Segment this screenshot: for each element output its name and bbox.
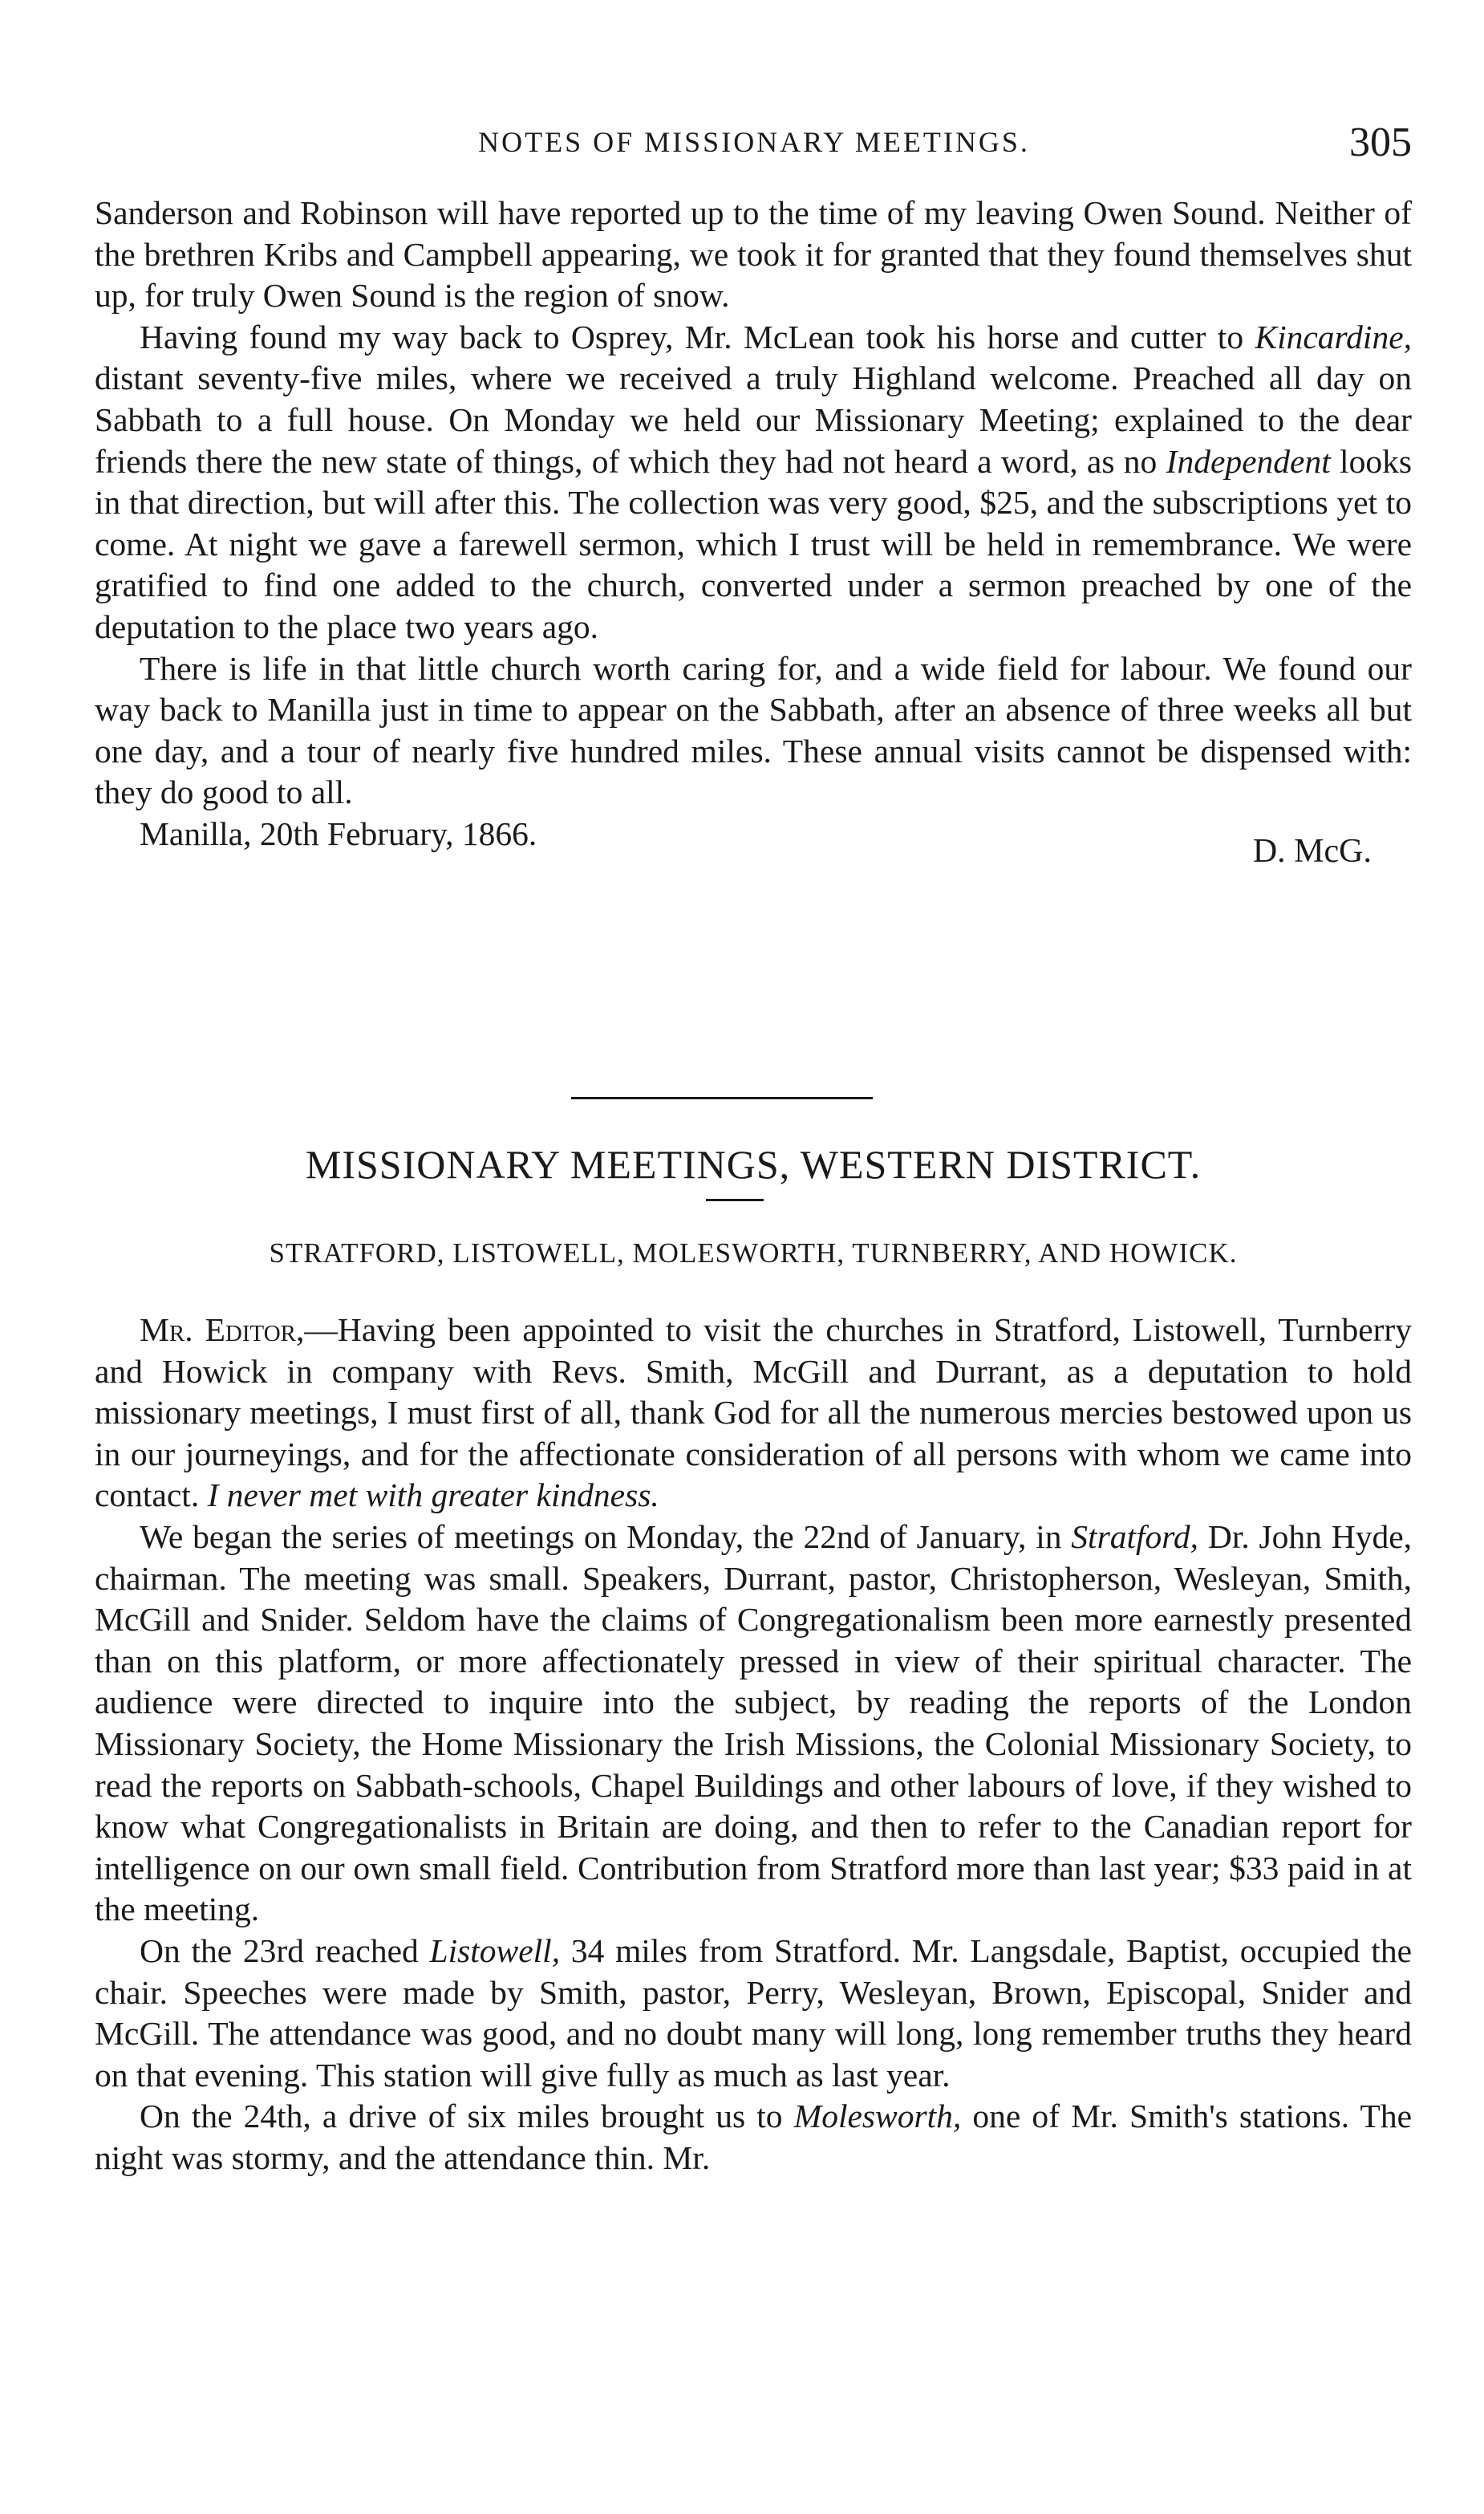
paragraph: On the 24th, a drive of six miles brought us to Molesworth, one of Mr. Smith's stations. The night was stormy, and the attendance thin. Mr. xyxy=(95,2098,1412,2176)
dateline: Manilla, 20th February, 1866. xyxy=(140,814,537,852)
section-subheading: STRATFORD, LISTOWELL, MOLESWORTH, TURNBERRY, AND HOWICK. xyxy=(269,1237,1238,1269)
letter-part-two xyxy=(95,1310,1412,2179)
place-name: Stratford, xyxy=(1071,1517,1199,1555)
section-heading: MISSIONARY MEETINGS, WESTERN DISTRICT. xyxy=(305,1142,1202,1187)
signature-block xyxy=(95,814,1412,870)
signature: D. McG. xyxy=(1252,832,1372,870)
heading-rule xyxy=(706,1199,764,1201)
newspaper-name: Independent xyxy=(1166,442,1331,480)
salutation: Mr. Editor, xyxy=(140,1311,305,1348)
paragraph: We began the series of meetings on Monday, the 22nd of January, in Stratford, Dr. John Hyde, chairman. The meeting was small. Speakers, Durrant, pastor, Christopherson, Wesleyan, Smith, McGill and Snider. Seldom have the claims of Congregationalism been more earnestly presented than on this platform, or more affectionately pressed in view of their spiritual character. The audience were directed to inquire into the subject, by reading the reports of the London Missionary Society, the Home Missionary the Irish Missions, the Colonial Missionary Society, to read the reports on Sabbath-schools, Chapel Buildings and other labours of love, if they wished to know what Congregationalists in Britain are doing, and then to refer to the Canadian report for intelligence on our own small field. Contribution from Stratford more than last year; $33 paid in at the meeting. xyxy=(95,1517,1413,1928)
page-number: 305 xyxy=(1349,120,1412,165)
place-name: Kincardine, xyxy=(1255,318,1412,355)
letter-part-one xyxy=(95,193,1412,870)
paragraph: Mr. Editor,—Having been appointed to visit the churches in Stratford, Listowell, Turnberry and Howick in company with Revs. Smith, McGill and Durrant, as a deputation to hold missionary meetings, I must first of all, thank God for all the numerous mercies bestowed upon us in our journeyings, and for the affectionate consideration of all persons with whom we came into contact. I never met with greater kindness. xyxy=(95,1311,1413,1514)
section-divider xyxy=(571,1097,873,1099)
emphasis: I never met with greater kindness. xyxy=(207,1476,659,1514)
paragraph: On the 23rd reached Listowell, 34 miles from Stratford. Mr. Langsdale, Baptist, occupied the chair. Speeches were made by Smith, pastor, Perry, Wesleyan, Brown, Episcopal, Snider and McGill. The attendance was good, and no doubt many will long, long remember truths they heard on that evening. This station will give fully as much as last year. xyxy=(95,1931,1412,2094)
paragraph: Having found my way back to Osprey, Mr. McLean took his horse and cutter to Kincardine, distant seventy-five miles, where we received a truly Highland welcome. Preached all day on Sabbath to a full house. On Monday we held our Missionary Meeting; explained to the dear friends there the new state of things, of which they had not heard a word, as no Independent looks in that direction, but will after this. The collection was very good, $25, and the subscriptions yet to come. At night we gave a farewell sermon, which I trust will be held in remembrance. We were gratified to find one added to the church, converted under a sermon preached by one of the deputation to the place two years ago. xyxy=(95,318,1412,645)
place-name: Listowell, xyxy=(429,1931,561,1969)
place-name: Molesworth, xyxy=(793,2098,962,2135)
paragraph: Sanderson and Robinson will have reported up to the time of my leaving Owen Sound. Neither of the brethren Kribs and Campbell appearing, we took it for granted that they found themselves shut up, for truly Owen Sound is the region of snow. xyxy=(95,194,1412,315)
running-head-title: NOTES OF MISSIONARY MEETINGS. xyxy=(478,126,1030,158)
running-head xyxy=(96,119,1412,167)
paragraph: There is life in that little church worth caring for, and a wide field for labour. We found our way back to Manilla just in time to appear on the Sabbath, after an absence of three weeks all but one day, and a tour of nearly five hundred miles. These annual visits cannot be dispensed with: they do good to all. xyxy=(95,649,1412,811)
